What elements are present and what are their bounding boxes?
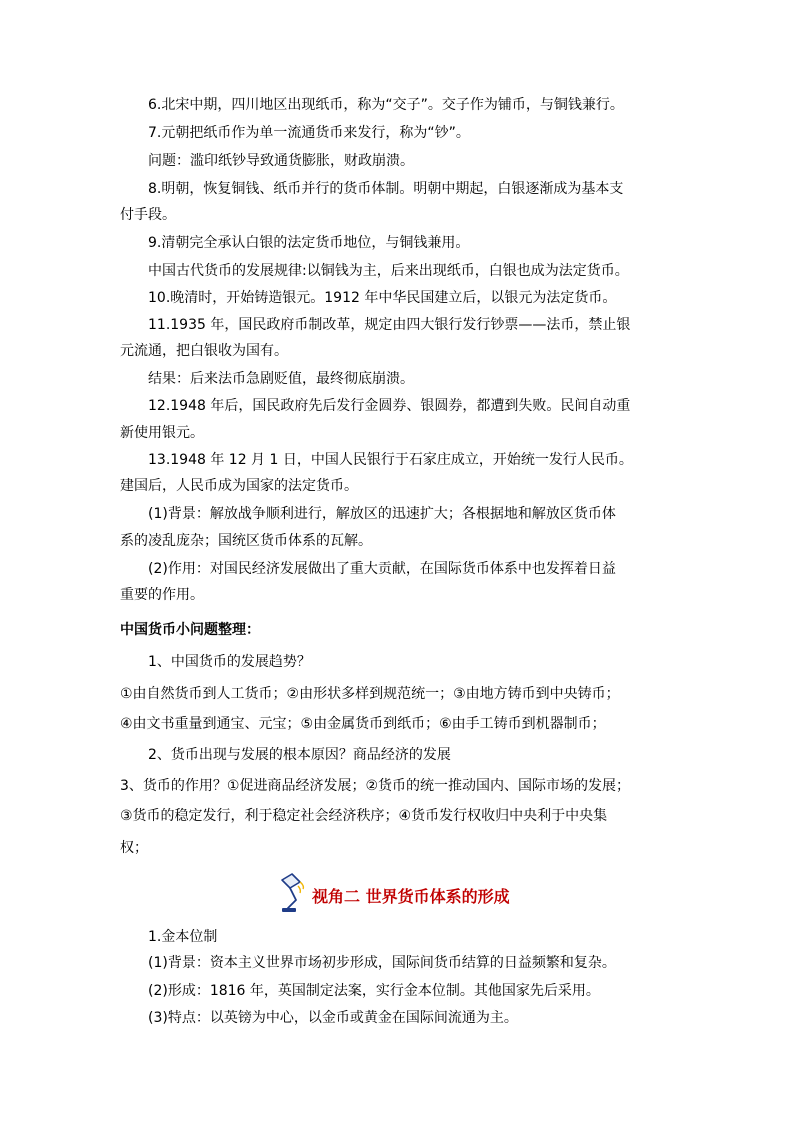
text-line: (1)背景：资本主义世界市场初步形成，国际间货币结算的日益频繁和复杂。 [148,955,616,971]
text-line: 元流通，把白银收为国有。 [120,343,288,359]
text-line: 系的凌乱庞杂；国统区货币体系的瓦解。 [120,533,372,549]
section-subtitle: 中国货币小问题整理： [120,622,260,638]
text-line: (2)形成：1816 年，英国制定法案，实行金本位制。其他国家先后采用。 [148,983,600,999]
text-line: 10.晚清时，开始铸造银元。1912 年中华民国建立后，以银元为法定货币。 [148,290,617,306]
section-heading-title: 视角二 世界货币体系的形成 [312,887,510,906]
text-line: 重要的作用。 [120,587,204,603]
section-heading [276,870,536,918]
text-line: 1、中国货币的发展趋势？ [148,654,311,670]
text-line: 结果：后来法币急剧贬值，最终彻底崩溃。 [148,371,414,387]
text-line: 新使用银元。 [120,425,204,441]
text-line: 1.金本位制 [148,929,218,945]
text-line: 权； [120,840,148,856]
text-line: 11.1935 年，国民政府币制改革，规定由四大银行发行钞票——法币，禁止银 [148,317,631,333]
text-line: 问题：滥印纸钞导致通货膨胀，财政崩溃。 [148,153,414,169]
text-line: 9.清朝完全承认白银的法定货币地位，与铜钱兼用。 [148,235,470,251]
text-line: (1)背景：解放战争顺利进行，解放区的迅速扩大；各根据地和解放区货币体 [148,506,616,522]
text-line: (2)作用：对国民经济发展做出了重大贡献，在国际货币体系中也发挥着日益 [148,561,616,577]
text-line: 7.元朝把纸币作为单一流通货币来发行，称为“钞”。 [148,125,470,141]
text-line: 13.1948 年 12 月 1 日，中国人民银行于石家庄成立，开始统一发行人民币。 [148,452,633,468]
text-line: 2、货币出现与发展的根本原因？商品经济的发展 [148,747,451,763]
text-line: 8.明朝，恢复铜钱、纸币并行的货币体制。明朝中期起，白银逐渐成为基本支 [148,181,624,197]
text-line: 6.北宋中期，四川地区出现纸币，称为“交子”。交子作为铺币，与铜钱兼行。 [148,97,624,113]
text-line: ④由文书重量到通宝、元宝；⑤由金属货币到纸币；⑥由手工铸币到机器制币； [120,716,606,732]
text-line: 付手段。 [120,207,176,223]
text-line: 12.1948 年后，国民政府先后发行金圆券、银圆券，都遭到失败。民间自动重 [148,398,631,414]
text-line: ③货币的稳定发行，利于稳定社会经济秩序；④货币发行权收归中央利于中央集 [120,808,608,824]
text-line: 中国古代货币的发展规律:以铜钱为主，后来出现纸币，白银也成为法定货币。 [148,263,629,279]
desk-lamp-icon [276,872,310,914]
text-line: 3、货币的作用？①促进商品经济发展；②货币的统一推动国内、国际市场的发展； [120,778,631,794]
text-line: ①由自然货币到人工货币；②由形状多样到规范统一；③由地方铸币到中央铸币； [120,686,620,702]
text-line: (3)特点：以英镑为中心，以金币或黄金在国际间流通为主。 [148,1010,518,1026]
text-line: 建国后，人民币成为国家的法定货币。 [120,478,358,494]
